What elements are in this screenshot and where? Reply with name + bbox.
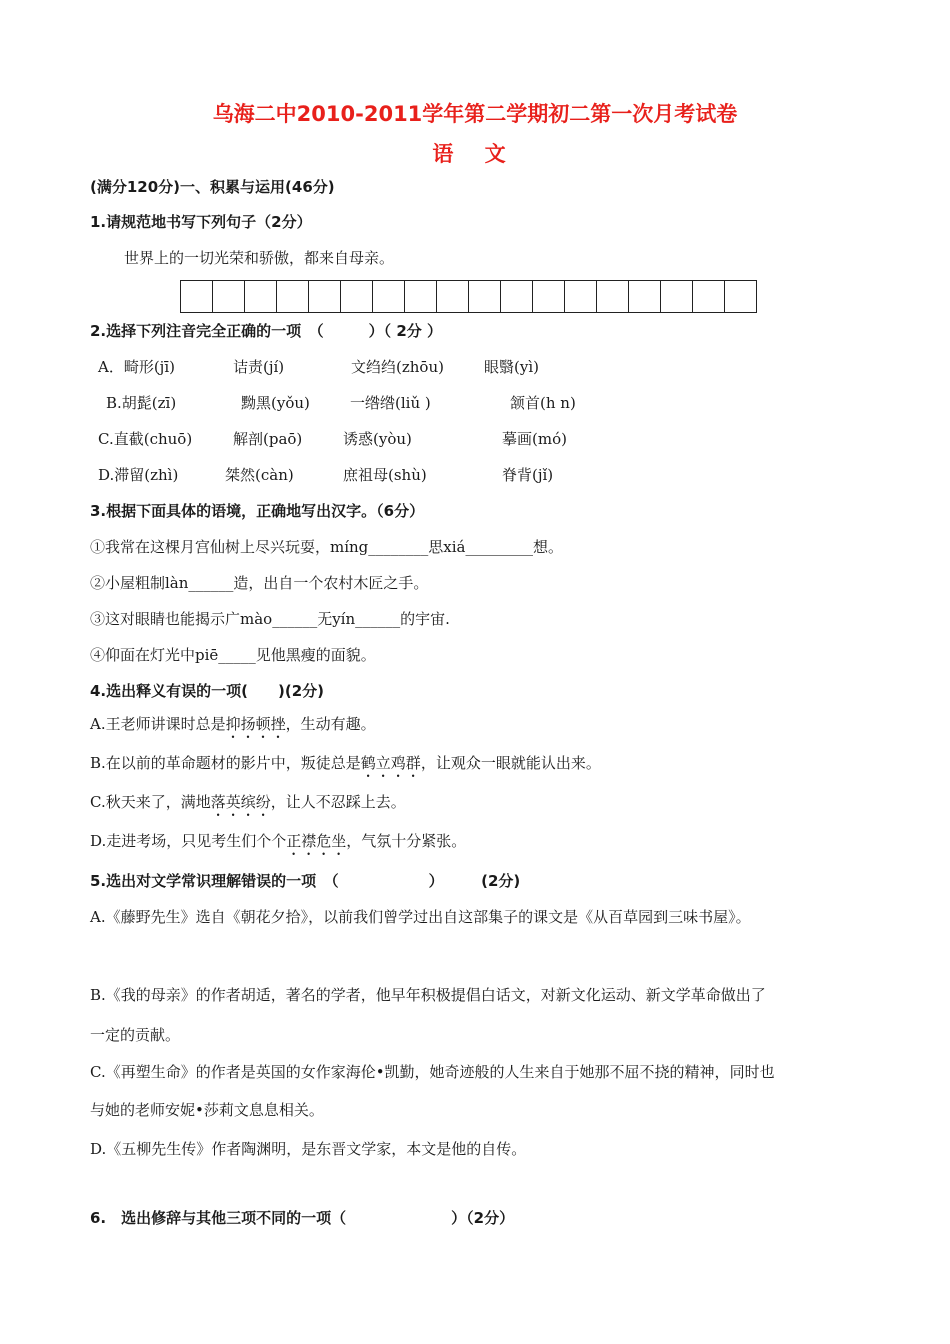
q5-option-b-cont: 一定的贡献。 xyxy=(90,1026,181,1044)
q5-option-c-cont: 与她的老师安妮•莎莉文息息相关。 xyxy=(90,1101,324,1119)
writing-cell[interactable] xyxy=(725,280,757,313)
q2-option: 颔首(h n) xyxy=(510,394,576,412)
q5-option-b: B.《我的母亲》的作者胡适，著名的学者，他早年积极提倡白话文，对新文化运动、新文学革命做出了 xyxy=(90,986,766,1004)
q2-option: 解剖(paō) xyxy=(233,430,303,448)
q4-option: C.秋天来了，满地落英缤纷，让人不忍踩上去。 xyxy=(90,793,406,811)
q2-option: 眼翳(yì) xyxy=(484,358,539,376)
q2-option: 脊背(jǐ) xyxy=(502,466,554,484)
writing-cell[interactable] xyxy=(597,280,629,313)
writing-cell[interactable] xyxy=(341,280,373,313)
writing-cell[interactable] xyxy=(309,280,341,313)
writing-cell[interactable] xyxy=(213,280,245,313)
q5-heading: 5.选出对文学常识理解错误的一项 （ ） (2分) xyxy=(90,872,521,890)
q4-option: A.王老师讲课时总是抑扬顿挫，生动有趣。 xyxy=(90,715,376,733)
marked-phrase: 正襟危坐 xyxy=(286,832,347,850)
q3-heading: 3.根据下面具体的语境，正确地写出汉字。（6分） xyxy=(90,502,425,520)
q2-option: D.滞留(zhì) xyxy=(98,466,179,484)
writing-cell[interactable] xyxy=(245,280,277,313)
q5-option-d: D.《五柳先生传》作者陶渊明，是东晋文学家，本文是他的自传。 xyxy=(90,1140,527,1158)
marked-phrase: 落英缤纷 xyxy=(210,793,271,811)
q1-heading: 1.请规范地书写下列句子（2分） xyxy=(90,213,312,231)
q2-option: C.直截(chuō) xyxy=(98,430,193,448)
writing-cell[interactable] xyxy=(629,280,661,313)
writing-cell[interactable] xyxy=(437,280,469,313)
section-intro: (满分120分)一、积累与运用(46分) xyxy=(90,178,335,196)
q2-option: 桀然(càn) xyxy=(225,466,294,484)
q3-line: ③这对眼睛也能揭示广mào______无yín______的宇宙. xyxy=(90,610,450,628)
q6-heading: 6. 选出修辞与其他三项不同的一项（ ）（2分） xyxy=(90,1209,515,1227)
q2-option: 一绺绺(liǔ ) xyxy=(350,394,431,412)
writing-cell[interactable] xyxy=(373,280,405,313)
q2-option: 诘责(jí) xyxy=(233,358,285,376)
q5-option-c: C.《再塑生命》的作者是英国的女作家海伦•凯勤，她奇迹般的人生来自于她那不屈不挠的精神，同时也 xyxy=(90,1063,775,1081)
q2-option: 庶祖母(shù) xyxy=(343,466,427,484)
q3-line: ④仰面在灯光中piē_____见他黑瘦的面貌。 xyxy=(90,646,376,664)
q4-option: D.走进考场，只见考生们个个正襟危坐，气氛十分紧张。 xyxy=(90,832,467,850)
q4-option: B.在以前的革命题材的影片中，叛徒总是鹤立鸡群，让观众一眼就能认出来。 xyxy=(90,754,601,772)
writing-cell[interactable] xyxy=(181,280,213,313)
marked-phrase: 鹤立鸡群 xyxy=(360,754,421,772)
q5-option-a: A.《藤野先生》选自《朝花夕拾》，以前我们曾学过出自这部集子的课文是《从百草园到三味书屋》。 xyxy=(90,908,751,926)
q2-option: 诱惑(yòu) xyxy=(343,430,412,448)
q2-option: B.胡髭(zī) xyxy=(106,394,177,412)
q2-heading: 2.选择下列注音完全正确的一项 （ ）（ 2分 ） xyxy=(90,322,443,340)
q3-line: ②小屋粗制làn______造，出自一个农村木匠之手。 xyxy=(90,574,429,592)
writing-cell[interactable] xyxy=(277,280,309,313)
writing-cell[interactable] xyxy=(405,280,437,313)
q1-sentence: 世界上的一切光荣和骄傲，都来自母亲。 xyxy=(124,249,395,267)
q3-line: ①我常在这棵月宫仙树上尽兴玩耍，míng________思xiá_________想。 xyxy=(90,538,563,556)
writing-cell[interactable] xyxy=(533,280,565,313)
marked-phrase: 抑扬顿挫 xyxy=(225,715,286,733)
writing-cell[interactable] xyxy=(693,280,725,313)
q2-option: A．畸形(jī) xyxy=(98,358,175,376)
writing-grid[interactable] xyxy=(180,280,757,313)
q4-heading: 4.选出释义有误的一项( )(2分) xyxy=(90,682,324,700)
q2-option: 摹画(mó) xyxy=(502,430,567,448)
q2-option: 黝黑(yǒu) xyxy=(241,394,310,412)
subject-title: 语 文 xyxy=(432,142,518,166)
writing-cell[interactable] xyxy=(469,280,501,313)
writing-cell[interactable] xyxy=(501,280,533,313)
exam-title: 乌海二中2010-2011学年第二学期初二第一次月考试卷 xyxy=(212,102,738,126)
writing-cell[interactable] xyxy=(565,280,597,313)
writing-cell[interactable] xyxy=(661,280,693,313)
q2-option: 文绉绉(zhōu) xyxy=(351,358,444,376)
